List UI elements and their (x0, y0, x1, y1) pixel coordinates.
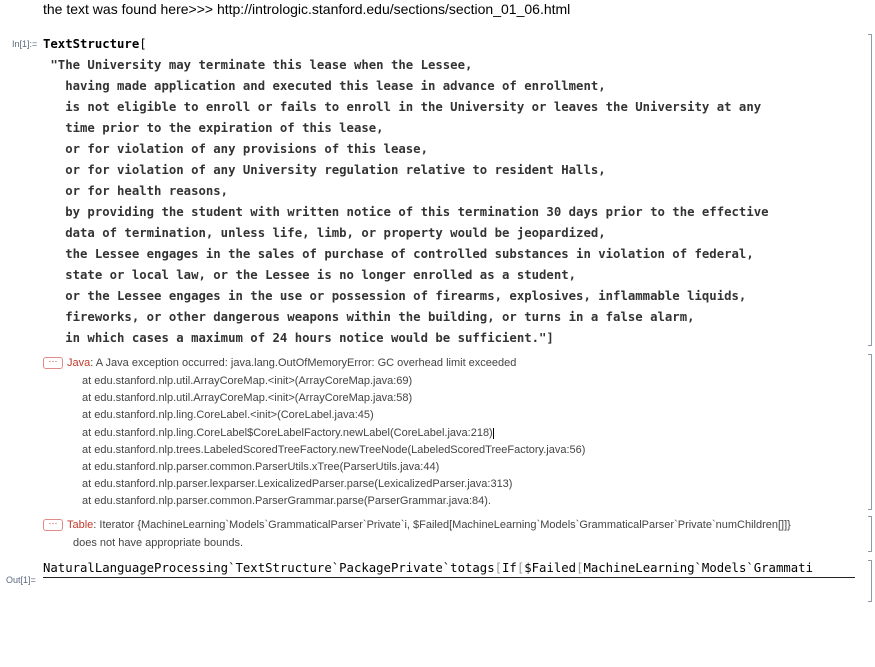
output-cell[interactable] (43, 561, 855, 578)
input-line: data of termination, unless life, limb, or property would be jeopardized, (43, 226, 606, 240)
output-bracket: [ (494, 561, 503, 575)
output-if: If (502, 561, 517, 575)
output-failed: $Failed (524, 561, 577, 575)
table-message-continuation: does not have appropriate bounds. (73, 537, 244, 549)
java-message-bracket[interactable] (868, 354, 872, 510)
input-line: or the Lessee engages in the use or possession of firearms, explosives, inflammable liquids, (43, 289, 747, 303)
input-line: or for violation of any University regulation relative to resident Halls, (43, 163, 606, 177)
input-line: is not eligible to enroll or fails to enroll in the University or leaves the University at any (43, 100, 762, 114)
java-message (43, 357, 516, 369)
input-line: in which cases a maximum of 24 hours notice would be sufficient."] (43, 331, 554, 345)
output-main: NaturalLanguageProcessing`TextStructure`PackagePrivate`totags (43, 561, 495, 575)
stack-trace-text: at edu.stanford.nlp.ling.CoreLabel$CoreLabelFactory.newLabel(CoreLabel.java:218) (82, 427, 493, 439)
stack-trace-line: at edu.stanford.nlp.trees.LabeledScoredTreeFactory.newTreeNode(LabeledScoredTreeFactory.java:56) (82, 444, 586, 456)
output-truncated: MachineLearning`Models`Grammati (583, 561, 813, 575)
input-line: time prior to the expiration of this lease, (43, 121, 384, 135)
open-bracket: [ (139, 37, 147, 51)
input-cell[interactable] (43, 34, 769, 349)
input-label: In[1]:= (12, 39, 38, 49)
message-head-java: Java (67, 357, 91, 369)
output-bracket: [ (576, 561, 584, 575)
stack-trace-line: at edu.stanford.nlp.parser.common.ParserGrammar.parse(ParserGrammar.java:84). (82, 495, 491, 507)
function-name: TextStructure (43, 37, 140, 51)
input-line: or for health reasons, (43, 184, 229, 198)
stack-trace-line: at edu.stanford.nlp.ling.CoreLabel.<init>(CoreLabel.java:45) (82, 409, 374, 421)
input-cell-bracket[interactable] (868, 34, 872, 346)
input-line: by providing the student with written notice of this termination 30 days prior to the effective (43, 205, 769, 219)
output-label: Out[1]= (6, 575, 36, 585)
stack-trace-line: at edu.stanford.nlp.util.ArrayCoreMap.<init>(ArrayCoreMap.java:58) (82, 392, 413, 404)
input-line: state or local law, or the Lessee is no longer enrolled as a student, (43, 268, 577, 282)
stack-trace-line: at edu.stanford.nlp.parser.lexparser.LexicalizedParser.parse(LexicalizedParser.java:313) (82, 478, 513, 490)
stack-trace-line (82, 427, 494, 439)
message-text: : Iterator {MachineLearning`Models`GrammaticalParser`Private`i, $Failed[MachineLearning`Models`GrammaticalParser`Private`numChildren[]]} (93, 519, 791, 531)
input-line: fireworks, or other dangerous weapons within the building, or turns in a false alarm, (43, 310, 695, 324)
table-message-bracket[interactable] (868, 516, 872, 552)
text-cell-url-note: the text was found here>>> http://intrologic.stanford.edu/sections/section_01_06.html (43, 1, 571, 17)
stack-trace-line: at edu.stanford.nlp.util.ArrayCoreMap.<init>(ArrayCoreMap.java:69) (82, 375, 413, 387)
input-line: the Lessee engages in the sales of purchase of controlled substances in violation of federal, (43, 247, 754, 261)
message-text: : A Java exception occurred: java.lang.OutOfMemoryError: GC overhead limit exceeded (90, 357, 517, 369)
message-details-button[interactable]: ··· (43, 357, 63, 369)
output-cell-bracket[interactable] (868, 560, 872, 602)
message-details-button[interactable]: ··· (43, 519, 63, 531)
input-line: or for violation of any provisions of this lease, (43, 142, 428, 156)
table-message (43, 519, 791, 531)
message-head-table: Table (67, 519, 94, 531)
input-line: having made application and executed this lease in advance of enrollment, (43, 79, 606, 93)
input-line: "The University may terminate this lease when the Lessee, (43, 58, 473, 72)
output-bracket: [ (516, 561, 525, 575)
stack-trace-line: at edu.stanford.nlp.parser.common.ParserUtils.xTree(ParserUtils.java:44) (82, 461, 440, 473)
text-cursor (493, 428, 494, 439)
